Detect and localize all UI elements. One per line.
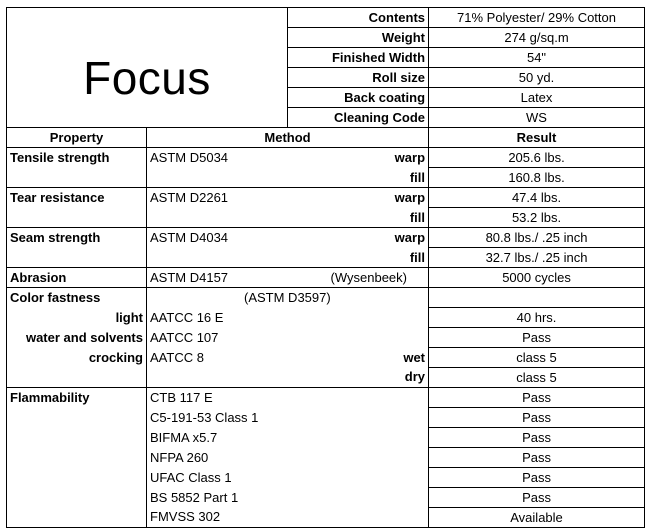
spec-value: 71% Polyester/ 29% Cotton — [429, 8, 645, 28]
property-label: Color fastness — [7, 288, 147, 308]
table-row — [7, 487, 645, 507]
table-row — [7, 407, 645, 427]
table-row — [7, 327, 645, 347]
method-name: C5-191-53 Class 1 — [147, 407, 429, 427]
column-header-row — [7, 128, 645, 148]
sub-property-label: crocking — [7, 347, 147, 367]
table-row — [7, 148, 645, 168]
method-name: AATCC 16 E — [150, 309, 224, 325]
direction-label: fill — [288, 208, 429, 228]
table-row — [7, 268, 645, 288]
spec-label: Contents — [288, 8, 429, 28]
method-name: AATCC 107 — [150, 329, 219, 345]
direction-label: warp — [288, 228, 429, 248]
spec-value: 274 g/sq.m — [429, 28, 645, 48]
method-name: FMVSS 302 — [147, 507, 429, 527]
table-row — [7, 447, 645, 467]
table-row — [7, 288, 645, 308]
property-label: Flammability — [7, 387, 147, 407]
table-row — [7, 168, 645, 188]
table-row — [7, 208, 645, 228]
product-title: Focus — [7, 8, 288, 128]
method-note: (Wysenbeek) — [288, 268, 429, 288]
spec-label: Back coating — [288, 88, 429, 108]
spec-label: Cleaning Code — [288, 108, 429, 128]
result-value: Pass — [429, 427, 645, 447]
direction-label: fill — [288, 248, 429, 268]
result-value: 53.2 lbs. — [429, 208, 645, 228]
result-value: 32.7 lbs./ .25 inch — [429, 248, 645, 268]
method-name: ASTM D2261 — [150, 190, 229, 206]
result-value: Pass — [429, 467, 645, 487]
table-row — [7, 387, 645, 407]
property-label: Abrasion — [7, 268, 147, 288]
table-row — [7, 188, 645, 208]
result-value: Pass — [429, 327, 645, 347]
spec-label: Finished Width — [288, 48, 429, 68]
method-name: ASTM D4157 — [147, 268, 288, 288]
table-row — [7, 507, 645, 527]
method-name: AATCC 8 — [150, 349, 204, 365]
header-property: Property — [7, 128, 147, 148]
method-name: UFAC Class 1 — [147, 467, 429, 487]
header-result: Result — [429, 128, 645, 148]
spec-value: 50 yd. — [429, 68, 645, 88]
method-name: ASTM D5034 — [150, 150, 229, 166]
table-row — [7, 367, 645, 387]
table-row — [7, 467, 645, 487]
spec-table — [6, 7, 645, 528]
method-name: NFPA 260 — [147, 447, 429, 467]
result-value: Pass — [429, 407, 645, 427]
method-name: BS 5852 Part 1 — [147, 487, 429, 507]
result-value: 160.8 lbs. — [429, 168, 645, 188]
spec-value: WS — [429, 108, 645, 128]
result-value: 47.4 lbs. — [429, 188, 645, 208]
result-value: Pass — [429, 487, 645, 507]
result-value: 205.6 lbs. — [429, 148, 645, 168]
spec-value: Latex — [429, 88, 645, 108]
spec-value: 54" — [429, 48, 645, 68]
method-name: BIFMA x5.7 — [147, 427, 429, 447]
direction-label: warp — [288, 188, 429, 208]
header-method: Method — [147, 128, 429, 148]
property-label: Seam strength — [7, 228, 147, 248]
result-value: 40 hrs. — [429, 307, 645, 327]
method-name: CTB 117 E — [147, 387, 429, 407]
property-label: Tear resistance — [7, 188, 147, 208]
table-row — [7, 427, 645, 447]
result-value: 5000 cycles — [429, 268, 645, 288]
direction-label: warp — [288, 148, 429, 168]
property-label: Tensile strength — [7, 148, 147, 168]
table-row — [7, 248, 645, 268]
result-value: Pass — [429, 447, 645, 467]
spec-label: Roll size — [288, 68, 429, 88]
result-value: class 5 — [429, 347, 645, 367]
sub-property-label: water and solvents — [7, 327, 147, 347]
condition-label: wet — [288, 347, 429, 367]
result-value: Available — [429, 507, 645, 527]
table-row — [7, 228, 645, 248]
table-row — [7, 307, 645, 327]
direction-label: fill — [288, 168, 429, 188]
result-value: 80.8 lbs./ .25 inch — [429, 228, 645, 248]
table-row — [7, 347, 645, 367]
sub-property-label: light — [7, 307, 147, 327]
method-name: (ASTM D3597) — [147, 288, 429, 308]
result-value: class 5 — [429, 367, 645, 387]
result-value: Pass — [429, 387, 645, 407]
spec-row-contents — [7, 8, 645, 28]
condition-label: dry — [288, 367, 429, 387]
method-name: ASTM D4034 — [150, 230, 229, 246]
spec-label: Weight — [288, 28, 429, 48]
